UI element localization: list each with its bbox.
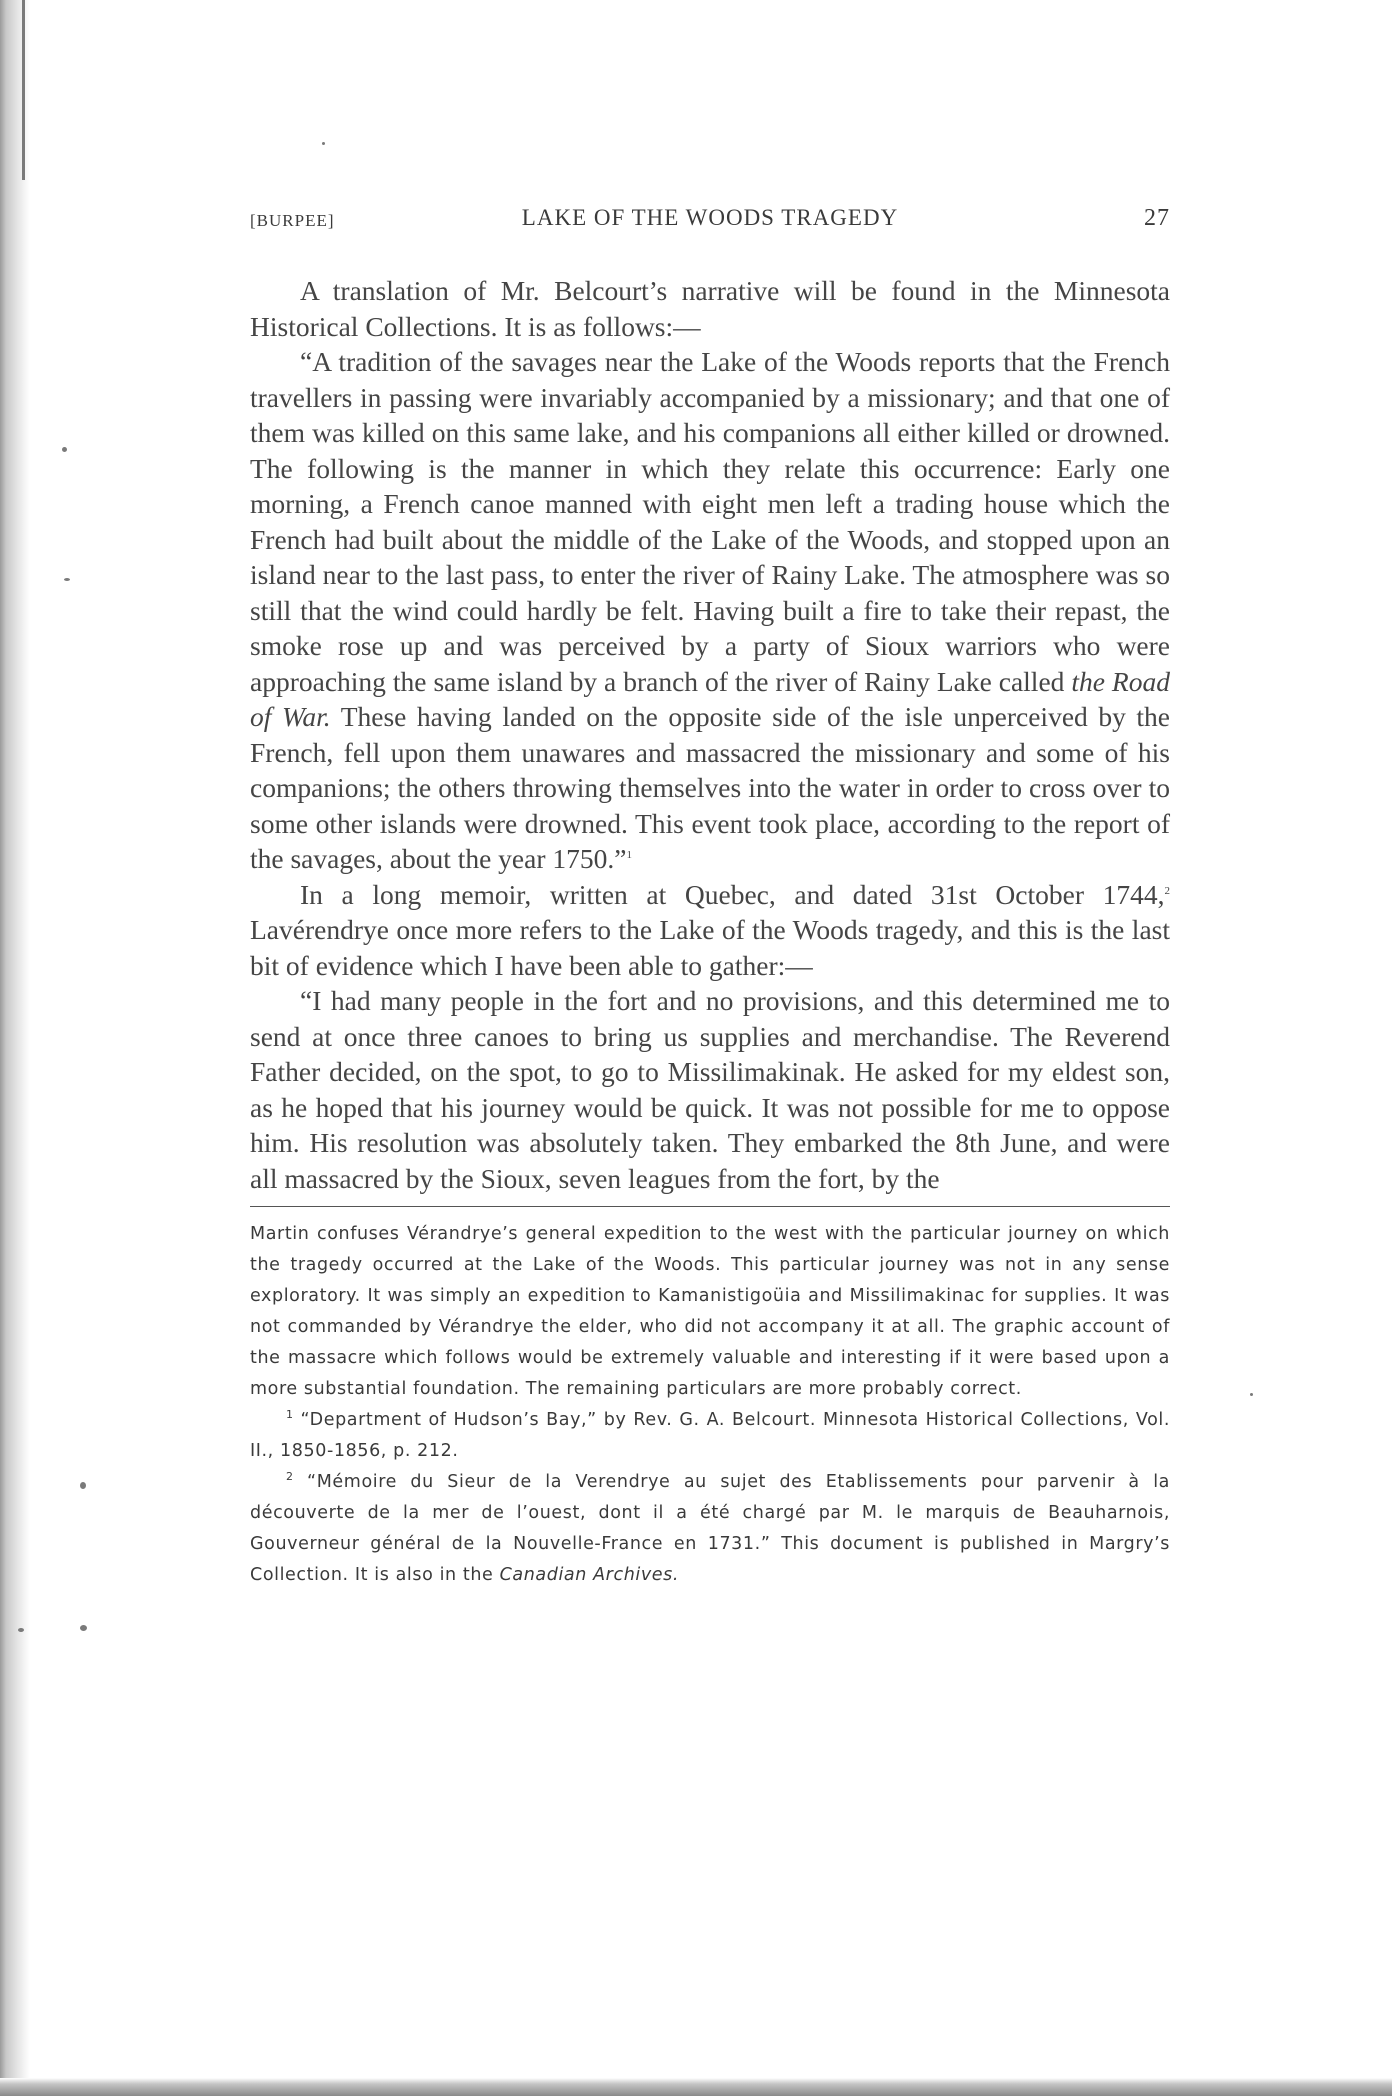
scan-speck xyxy=(80,1482,86,1489)
page-number: 27 xyxy=(1144,205,1170,231)
paragraph-verendrye-quote: “I had many people in the fort and no provisions, and this determined me to send at once three canoes to bring us supplies and merchandise. The Reverend Father decided, on the spot, to go to Missilimakinak. He asked for my eldest son, as he hoped that his journey would be quick. It was not possible for me to oppose him. His resolution was absolutely taken. They embarked the 8th June, and were all massacred by the Sioux, seven leagues from the fort, by the xyxy=(250,985,1170,1194)
footnote-continuation: Martin confuses Vérandrye’s general expedition to the west with the particular journey on which the tragedy occurred at the Lake of the Woods. This particular journey was not in any sense exploratory. It was simply an expedition to Kamanistigoüia and Missilimakinac for supplies. It was not commanded by Vérandrye the elder, who did not accompany it at all. The graphic account of the massacre which follows would be extremely valuable and interesting if it were based upon a more substantial foundation. The remaining particulars are more probably correct. xyxy=(250,1224,1170,1399)
footnotes xyxy=(250,1219,1170,1591)
book-spine-shadow xyxy=(0,0,30,2096)
footnote-2-mark: 2 xyxy=(286,1470,294,1484)
memoir-text-continued: Lavérendrye once more refers to the Lake of the Woods tragedy, and this is the last bit of evidence which I have been able to gather:— xyxy=(250,914,1170,981)
quote-text-continued: These having landed on the opposite side of the isle unperceived by the French, fell upon them unawares and massacred the missionary and some of his companions; the others throwing themselves into the water in order to cross over to some other islands were drowned. This event took place, according to the report of the savages, about the year 1750.” xyxy=(250,701,1170,874)
paragraph-intro: A translation of Mr. Belcourt’s narrative will be found in the Minnesota Historical Collections. It is as follows:— xyxy=(250,275,1170,342)
book-page xyxy=(250,205,1170,1591)
scan-speck xyxy=(62,447,67,452)
scan-speck xyxy=(80,1625,87,1631)
footnote-ref-2: 2 xyxy=(1164,884,1170,897)
header-title: LAKE OF THE WOODS TRAGEDY xyxy=(521,205,899,230)
page-bottom-edge xyxy=(0,2078,1392,2096)
main-text xyxy=(250,273,1170,1196)
footnote-ref-1: 1 xyxy=(626,848,632,861)
footnote-2-italic: Canadian Archives. xyxy=(499,1565,680,1585)
footnote-1 xyxy=(250,1405,1170,1467)
paragraph-tradition-quote xyxy=(250,344,1170,877)
paragraph-memoir xyxy=(250,877,1170,984)
footnote-1-text: “Department of Hudson’s Bay,” by Rev. G. A. Belcourt. Minnesota Historical Collections, Vol. II., 1850-1856, p. 212. xyxy=(250,1410,1170,1461)
quote-text: “A tradition of the savages near the Lake of the Woods reports that the French travellers in passing were invariably accompanied by a missionary; and that one of them was killed on this same lake, and his companions all either killed or drowned. The following is the manner in which they relate this occurrence: Early one morning, a French canoe manned with eight men left a trading house which the French had built about the middle of the Lake of the Woods, and stopped upon an island near to the last pass, to enter the river of Rainy Lake. The atmosphere was so still that the wind could hardly be felt. Having built a fire to take their repast, the smoke rose up and was perceived by a party of Sioux warriors who were approaching the same island by a branch of the river of Rainy Lake called xyxy=(250,346,1170,697)
footnote-2 xyxy=(250,1467,1170,1591)
footnote-1-mark: 1 xyxy=(286,1408,294,1422)
header-author: [BURPEE] xyxy=(250,211,335,230)
scan-speck xyxy=(322,142,325,145)
memoir-text: In a long memoir, written at Quebec, and dated 31st October 1744, xyxy=(300,878,1165,910)
scan-speck xyxy=(64,578,70,581)
scan-speck xyxy=(1250,1393,1253,1396)
running-header xyxy=(250,205,1170,245)
footnote-divider xyxy=(250,1206,1170,1207)
spine-edge-line xyxy=(22,0,25,180)
scan-speck xyxy=(18,1628,24,1632)
footnote-2-text: “Mémoire du Sieur de la Verendrye au sujet des Etablissements pour parvenir à la découverte de la mer de l’ouest, dont il a été chargé par M. le marquis de Beauharnois, Gouverneur général de la Nouvelle-France en 1731.” This document is published in Margry’s Collection. It is also in the xyxy=(250,1472,1170,1585)
italic-road-of-war: the Road of War. xyxy=(250,665,1170,732)
